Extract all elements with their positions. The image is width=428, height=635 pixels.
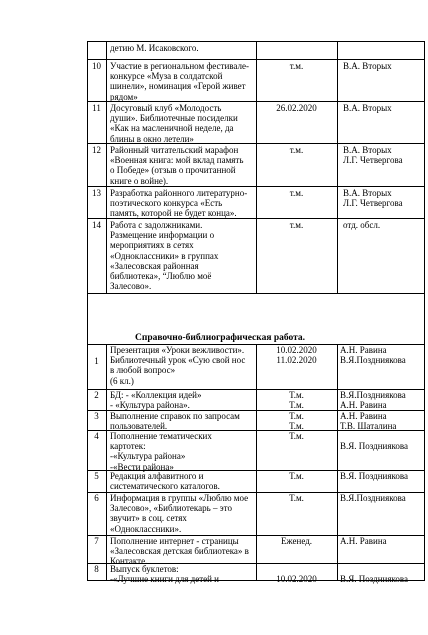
- table-vline: [424, 344, 425, 580]
- row-task: Пополнение интернет - страницы «Залесовская детская библиотека» в Контакте.: [110, 536, 249, 567]
- table-hline: [87, 293, 425, 294]
- row-responsible: А.Н. Равина Т.В. Шаталина: [340, 411, 397, 432]
- row-task: Выполнение справок по запросам пользователей.: [110, 411, 240, 432]
- row-number: 4: [94, 431, 99, 441]
- row-date: Т.м. Т.м.: [289, 411, 304, 432]
- row-responsible: В.А. Вторых: [343, 61, 392, 71]
- row-responsible: В.А. Вторых Л.Г. Четвергова: [343, 188, 403, 209]
- row-date: 10.02.2020: [276, 574, 317, 585]
- row-responsible: А.Н. Равина В.Я.Поздниякова: [340, 345, 406, 366]
- table-vline: [424, 41, 425, 293]
- row-date: т.м.: [289, 145, 304, 155]
- row-responsible: В.Я.Поздниякова А.Н. Равина: [340, 390, 406, 411]
- row-number: 14: [92, 220, 101, 230]
- row-number: 13: [92, 188, 101, 198]
- table-vline: [337, 344, 338, 580]
- row-responsible: В.Я.Поздниякова: [340, 493, 406, 503]
- table-vline: [87, 41, 88, 293]
- row-date: т.м.: [289, 220, 304, 230]
- row-number: 3: [94, 411, 99, 421]
- row-number: 12: [92, 145, 101, 155]
- row-task: Работа с задолжниками. Размещение информации о мероприятиях в сетях «Одноклассники» в группах «Залесовская районная библиотека», “Люблю моё Залесово».: [110, 220, 219, 292]
- row-task: Досуговый клуб «Молодость души». Библиотечные посиделки «Как на масленичной неделе, да блины в окно летели»: [110, 103, 238, 144]
- row-date: т.м.: [289, 61, 304, 71]
- row-date: 26.02.2020: [276, 103, 317, 113]
- section-vline: [87, 293, 88, 344]
- row-task: Пополнение тематических картотек: -«Культура района» -«Вести района»: [110, 431, 212, 472]
- row-date: 10.02.2020 11.02.2020: [276, 345, 317, 366]
- table-vline: [106, 344, 107, 580]
- row-number: 10: [92, 61, 101, 71]
- continuation-text: детию М. Исаковского.: [110, 43, 199, 53]
- row-date: т.м.: [289, 188, 304, 198]
- row-number: 2: [94, 390, 99, 400]
- row-responsible: отд. обсл.: [343, 220, 381, 230]
- row-number: 8: [94, 564, 99, 574]
- row-number: 1: [94, 356, 99, 366]
- row-date: Еженед.: [280, 536, 313, 546]
- row-number: 7: [94, 536, 99, 546]
- row-task: Районный читательский марафон «Военная книга: мой вклад память о Победе» (отзыв о прочитанной книге о войне).: [110, 145, 244, 186]
- row-task: Разработка районного литературно- поэтического конкурса «Есть память, которой не будет конца».: [110, 188, 248, 219]
- table-vline: [337, 41, 338, 293]
- table-vline: [256, 41, 257, 293]
- row-task: Участие в региональном фестивале- конкурсе «Муза в солдатской шинели», номинация «Герой живет рядом»: [110, 61, 249, 102]
- row-responsible: В.Я. Поздниякова: [340, 441, 409, 452]
- section-title: Справочно-библиографическая работа.: [135, 333, 306, 343]
- section-vline: [424, 293, 425, 344]
- row-responsible: В.А. Вторых Л.Г. Четвергова: [343, 145, 403, 166]
- row-task: Информация в группы «Люблю мое Залесово», «Библиотекарь – это звучит» в соц. сетях «Одноклассники».: [110, 493, 249, 534]
- row-responsible: В.Я. Поздниякова: [340, 574, 409, 585]
- row-number: 11: [92, 103, 101, 113]
- row-date: Т.м. Т.м.: [289, 390, 304, 411]
- row-responsible: В.А. Вторых: [343, 103, 392, 113]
- row-responsible: А.Н. Равина: [340, 536, 387, 546]
- table-vline: [106, 41, 107, 293]
- row-task: Презентация «Уроки вежливости». Библиотечный урок «Сую свой нос в любой вопрос» (6 кл.): [110, 345, 246, 386]
- row-number: 6: [94, 493, 99, 503]
- row-task: Выпуск буклетов: -«Лучшие книги для детей и: [110, 564, 220, 585]
- row-date: Т.м.: [289, 431, 304, 441]
- row-number: 5: [94, 471, 99, 481]
- row-date: Т.м.: [289, 493, 304, 503]
- row-responsible: В.Я. Поздниякова: [340, 471, 409, 481]
- row-task: БД: - «Коллекция идей» - «Культура района».: [110, 390, 202, 411]
- row-date: Т.м.: [289, 471, 304, 481]
- row-task: Редакция алфавитного и систематического каталогов.: [110, 471, 220, 492]
